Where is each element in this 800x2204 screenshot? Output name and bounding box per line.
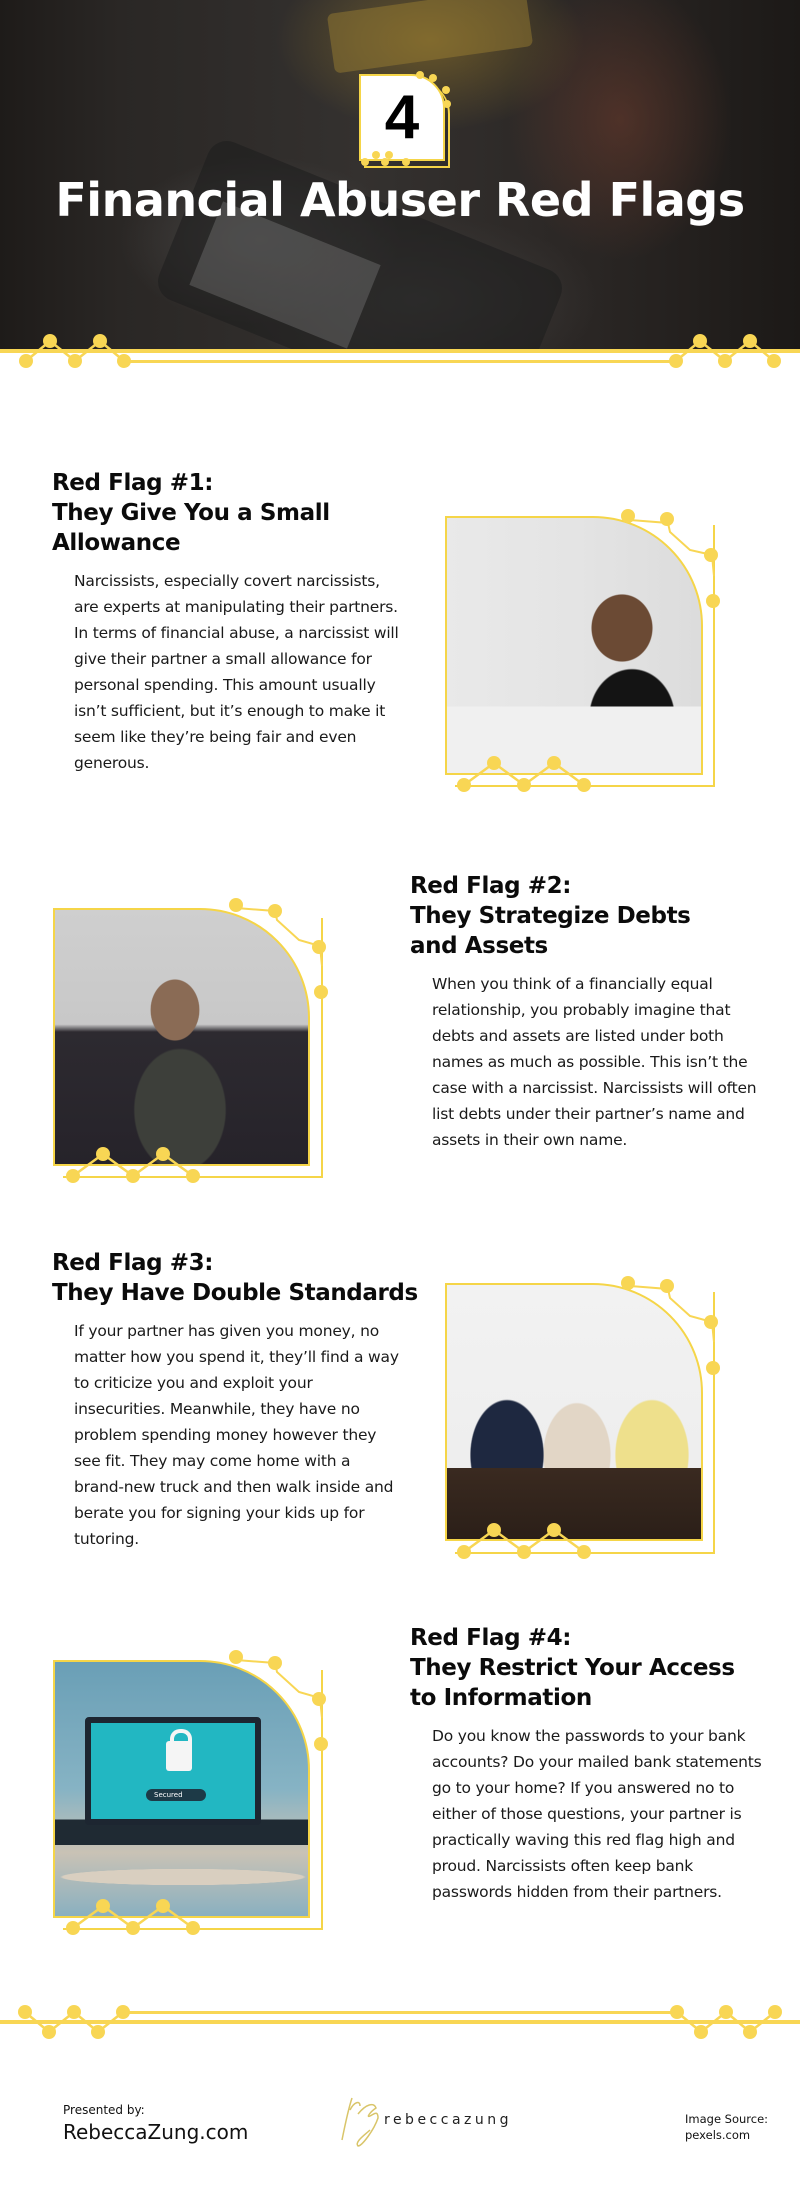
image-source-value: pexels.com	[685, 2128, 751, 2142]
decor-dot	[91, 2025, 105, 2039]
decor-dot	[18, 2005, 32, 2019]
decor-dot	[42, 2025, 56, 2039]
decor-dot	[116, 2005, 130, 2019]
heading-line: to Information	[410, 1685, 592, 1711]
section-3-body: If your partner has given you money, no matter how you spend it, they’ll find a way to criticize you and exploit your insecurities. Meanwhile, they have no problem spending money however they see fit. They may come home with a brand-new truck and then walk inside and berate you for signing your kids up for tutoring.	[74, 1322, 399, 1548]
decor-dot	[694, 2025, 708, 2039]
decor-dot	[670, 2005, 684, 2019]
image-source	[685, 2111, 768, 2143]
heading-line: Allowance	[52, 530, 181, 556]
heading-line: They Have Double Standards	[52, 1280, 418, 1306]
presented-by-label: Presented by:	[63, 2103, 145, 2117]
logo-wordmark: rebeccazung	[384, 2112, 513, 2128]
section-2-body: When you think of a financially equal relationship, you probably imagine that debts and assets are listed under both names as much as possible. This isn’t the case with a narcissist. Narcissists will often list debts under their partner’s name and assets in their own name.	[432, 975, 757, 1149]
heading-line: They Give You a Small	[52, 500, 330, 526]
page-title: Financial Abuser Red Flags	[55, 173, 745, 227]
decor-dot	[743, 2025, 757, 2039]
badge-number: 4	[384, 82, 420, 152]
heading-line: Red Flag #1:	[52, 470, 214, 496]
image-source-label: Image Source:	[685, 2112, 769, 2126]
heading-line: Red Flag #4:	[410, 1625, 572, 1651]
website-link[interactable]: RebeccaZung.com	[63, 2120, 249, 2144]
heading-line: and Assets	[410, 933, 548, 959]
section-4-body: Do you know the passwords to your bank accounts? Do your mailed bank statements go to your home? If you answered no to either of those questions, your partner is practically waving this red flag high and proud. Narcissists often keep bank passwords hidden from their partners.	[432, 1727, 762, 1901]
heading-line: Red Flag #2:	[410, 873, 572, 899]
heading-line: Red Flag #3:	[52, 1250, 214, 1276]
secured-label: Secured	[146, 1789, 206, 1801]
decor-dot	[67, 2005, 81, 2019]
heading-line: They Strategize Debts	[410, 903, 691, 929]
heading-line: They Restrict Your Access	[410, 1655, 735, 1681]
section-1-body: Narcissists, especially covert narcissists, are experts at manipulating their partners. In terms of financial abuse, a narcissist will give their partner a small allowance for personal spending. This amount usually isn’t sufficient, but it’s enough to make it seem like they’re being fair and even generous.	[74, 572, 399, 772]
decor-dot	[719, 2005, 733, 2019]
decor-dot	[768, 2005, 782, 2019]
